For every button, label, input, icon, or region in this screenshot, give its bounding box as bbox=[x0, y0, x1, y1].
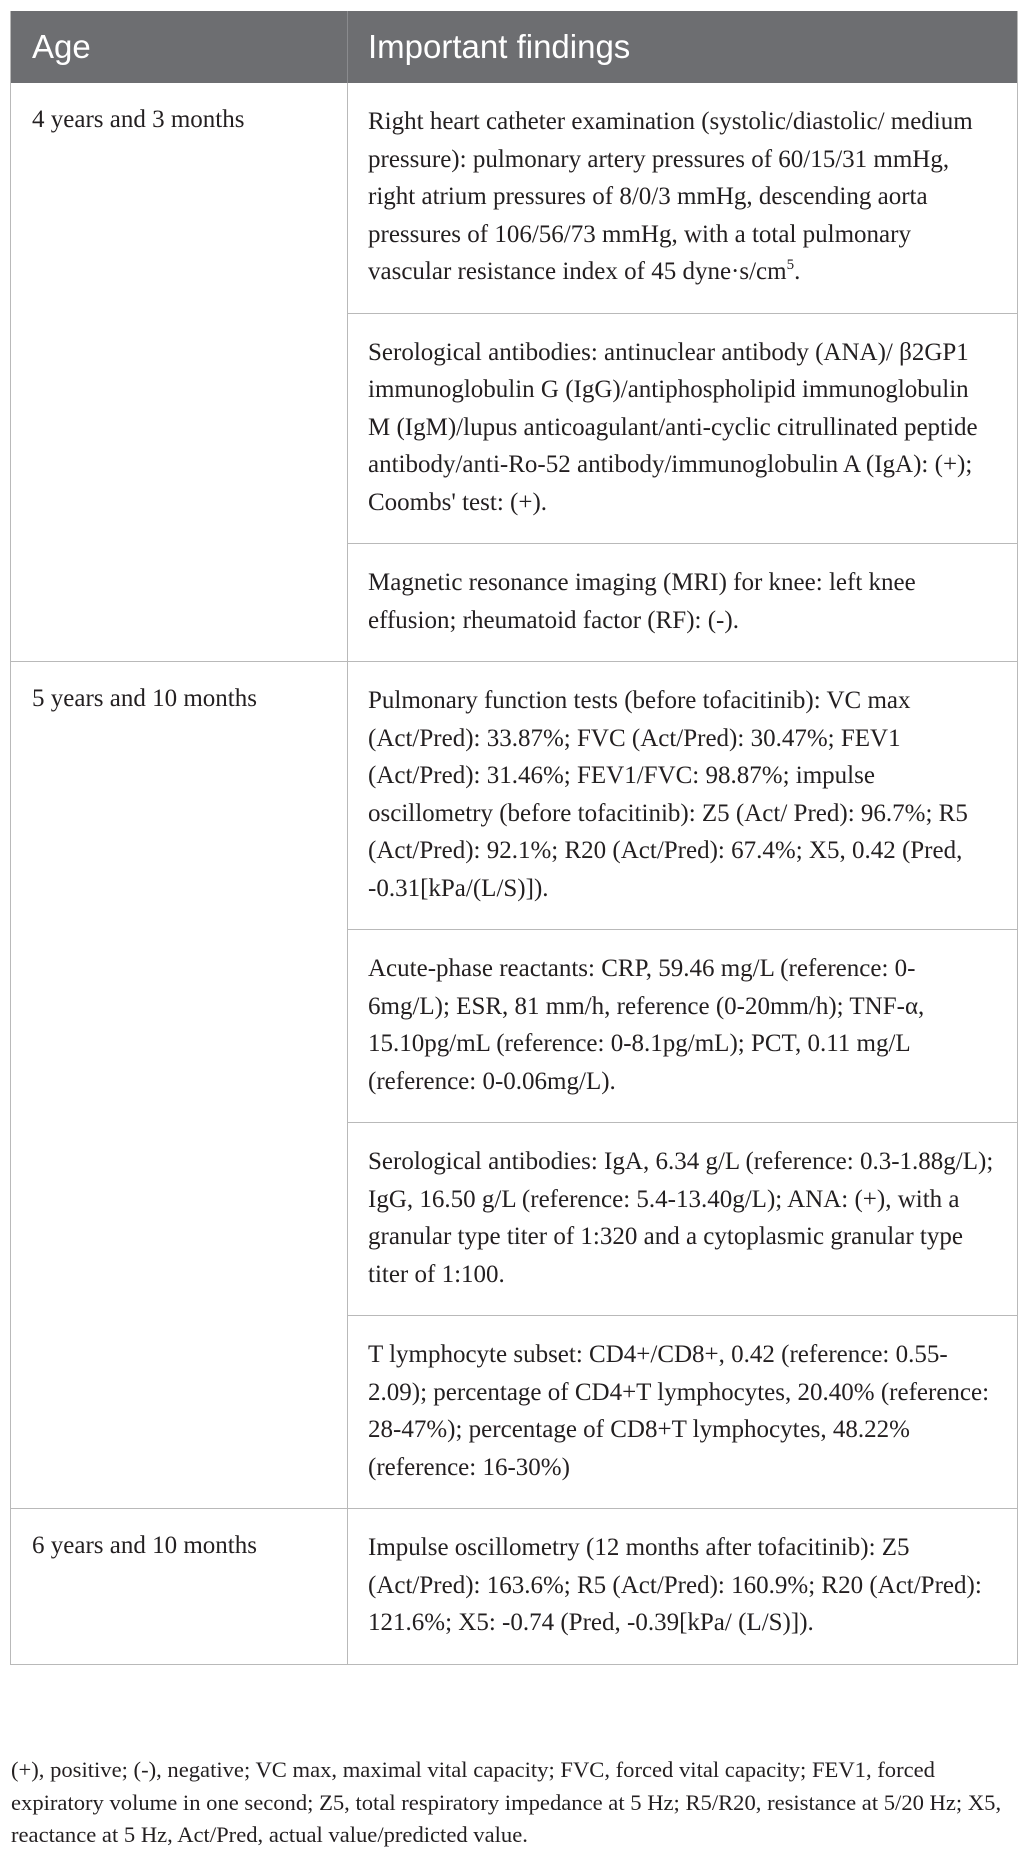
header-row bbox=[11, 11, 1018, 83]
header-age: Age bbox=[11, 11, 348, 83]
finding-text: Right heart catheter examination (systolic/diastolic/ medium pressure): pulmonary artery pressures of 60/15/31 mmHg, right atrium pressures of 8/0/3 mmHg, descending aorta pressures of 106/56/73 mmHg, with a total pulmonary vascular resistance index of 45 dyne·s/cm bbox=[368, 108, 973, 285]
finding-cell: Magnetic resonance imaging (MRI) for knee: left knee effusion; rheumatoid factor (RF): (-). bbox=[348, 544, 1018, 662]
finding-cell: Serological antibodies: IgA, 6.34 g/L (reference: 0.3-1.88g/L); IgG, 16.50 g/L (reference: 5.4-13.40g/L); ANA: (+), with a granular type titer of 1:320 and a cytoplasmic granular type titer of 1:100. bbox=[348, 1123, 1018, 1316]
table-row bbox=[11, 662, 1018, 930]
age-cell: 6 years and 10 months bbox=[11, 1509, 348, 1665]
table-footnote: (+), positive; (-), negative; VC max, maximal vital capacity; FVC, forced vital capacity; FEV1, forced expiratory volume in one second; Z5, total respiratory impedance at 5 Hz; R5/R20, resistance at 5/20 Hz; X5, reactance at 5 Hz, Act/Pred, actual value/predicted value. bbox=[11, 1757, 1002, 1847]
table-row bbox=[11, 83, 1018, 313]
finding-cell: Serological antibodies: antinuclear antibody (ANA)/ β2GP1 immunoglobulin G (IgG)/antiphospholipid immunoglobulin M (IgM)/lupus anticoagulant/anti-cyclic citrullinated peptide antibody/anti-Ro-52 antibody/immunoglobulin A (IgA): (+); Coombs' test: (+). bbox=[348, 313, 1018, 544]
findings-table bbox=[10, 11, 1018, 1665]
finding-cell: T lymphocyte subset: CD4+/CD8+, 0.42 (reference: 0.55-2.09); percentage of CD4+T lymphocytes, 20.40% (reference: 28-47%); percentage of CD8+T lymphocytes, 48.22% (reference: 16-30%) bbox=[348, 1316, 1018, 1509]
table-row bbox=[11, 1509, 1018, 1665]
finding-cell: Impulse oscillometry (12 months after tofacitinib): Z5 (Act/Pred): 163.6%; R5 (Act/Pred): 160.9%; R20 (Act/Pred): 121.6%; X5: -0.74 (Pred, -0.39[kPa/ (L/S)]). bbox=[348, 1509, 1018, 1665]
age-cell: 5 years and 10 months bbox=[11, 662, 348, 1509]
age-cell: 4 years and 3 months bbox=[11, 83, 348, 662]
finding-cell: Acute-phase reactants: CRP, 59.46 mg/L (reference: 0-6mg/L); ESR, 81 mm/h, reference (0-20mm/h); TNF-α, 15.10pg/mL (reference: 0-8.1pg/mL); PCT, 0.11 mg/L (reference: 0-0.06mg/L). bbox=[348, 930, 1018, 1123]
finding-cell: Pulmonary function tests (before tofacitinib): VC max (Act/Pred): 33.87%; FVC (Act/Pred): 30.47%; FEV1 (Act/Pred): 31.46%; FEV1/FVC: 98.87%; impulse oscillometry (before tofacitinib): Z5 (Act/ Pred): 96.7%; R5 (Act/Pred): 92.1%; R20 (Act/Pred): 67.4%; X5, 0.42 (Pred, -0.31[kPa/(L/S)]). bbox=[348, 662, 1018, 930]
header-important-findings: Important findings bbox=[348, 11, 1018, 83]
finding-cell bbox=[348, 83, 1018, 313]
findings-table-container bbox=[10, 11, 1017, 1665]
table-body bbox=[11, 83, 1018, 1664]
finding-text-tail: . bbox=[794, 258, 801, 285]
table-header bbox=[11, 11, 1018, 83]
finding-superscript: 5 bbox=[786, 257, 795, 273]
